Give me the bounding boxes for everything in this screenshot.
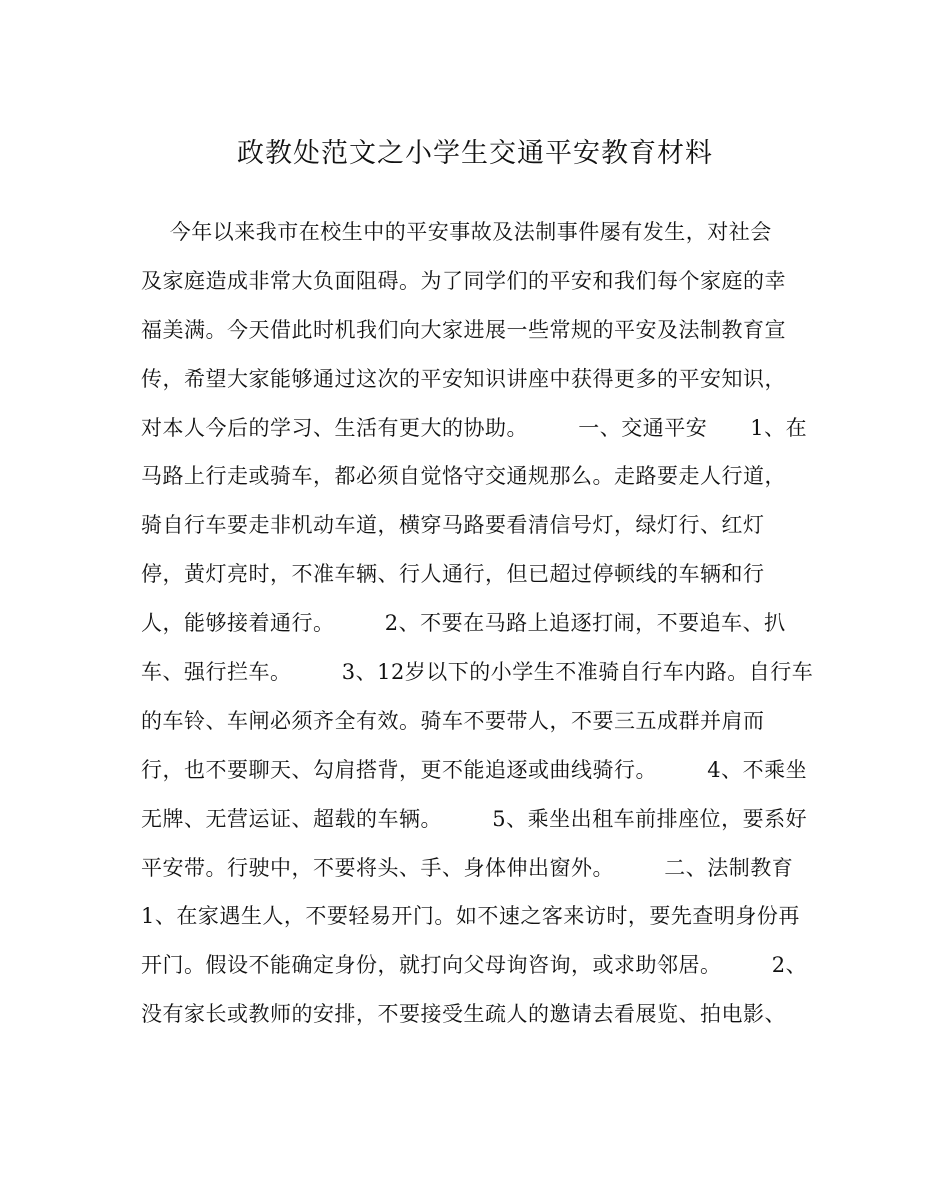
body-line: 今年以来我市在校生中的平安事故及法制事件屡有发生，对社会 [141, 220, 772, 244]
body-line: 停，黄灯亮时，不准车辆、行人通行，但已超过停顿线的车辆和行 [141, 562, 765, 587]
body-line: 人，能够接着通行。 2、不要在马路上追逐打闹，不要追车、扒 [141, 611, 786, 636]
body-line: 行，也不要聊天、勾肩搭背，更不能追逐或曲线骑行。 4、不乘坐 [141, 757, 808, 782]
body-line: 对本人今后的学习、生活有更大的协助。 一、交通平安 1、在 [141, 415, 808, 440]
document-title: 政教处范文之小学生交通平安教育材料 [237, 138, 713, 169]
body-line: 传，希望大家能够通过这次的平安知识讲座中获得更多的平安知识， [141, 366, 786, 391]
body-line: 没有家长或教师的安排，不要接受生疏人的邀请去看展览、拍电影、 [141, 1002, 786, 1027]
body-line: 的车铃、车闸必须齐全有效。骑车不要带人，不要三五成群并肩而 [141, 708, 765, 733]
body-line: 平安带。行驶中，不要将头、手、身体伸出窗外。 二、法制教育 [141, 855, 794, 880]
body-line: 车、强行拦车。 3、12岁以下的小学生不准骑自行车内路。自行车 [141, 660, 814, 685]
body-line: 1、在家遇生人，不要轻易开门。如不速之客来访时，要先查明身份再 [141, 904, 800, 929]
body-line: 骑自行车要走非机动车道，横穿马路要看清信号灯，绿灯行、红灯 [141, 513, 765, 538]
body-line: 福美满。今天借此时机我们向大家进展一些常规的平安及法制教育宣 [141, 317, 786, 342]
body-line: 无牌、无营运证、超载的车辆。 5、乘坐出租车前排座位，要系好 [141, 806, 808, 831]
body-line: 及家庭造成非常大负面阻碍。为了同学们的平安和我们每个家庭的幸 [141, 268, 786, 293]
document-body [141, 217, 814, 1048]
body-line: 马路上行走或骑车，都必须自觉恪守交通规那么。走路要走人行道， [141, 464, 786, 489]
body-line: 开门。假设不能确定身份，就打向父母询咨询，或求助邻居。 2、 [141, 953, 808, 978]
